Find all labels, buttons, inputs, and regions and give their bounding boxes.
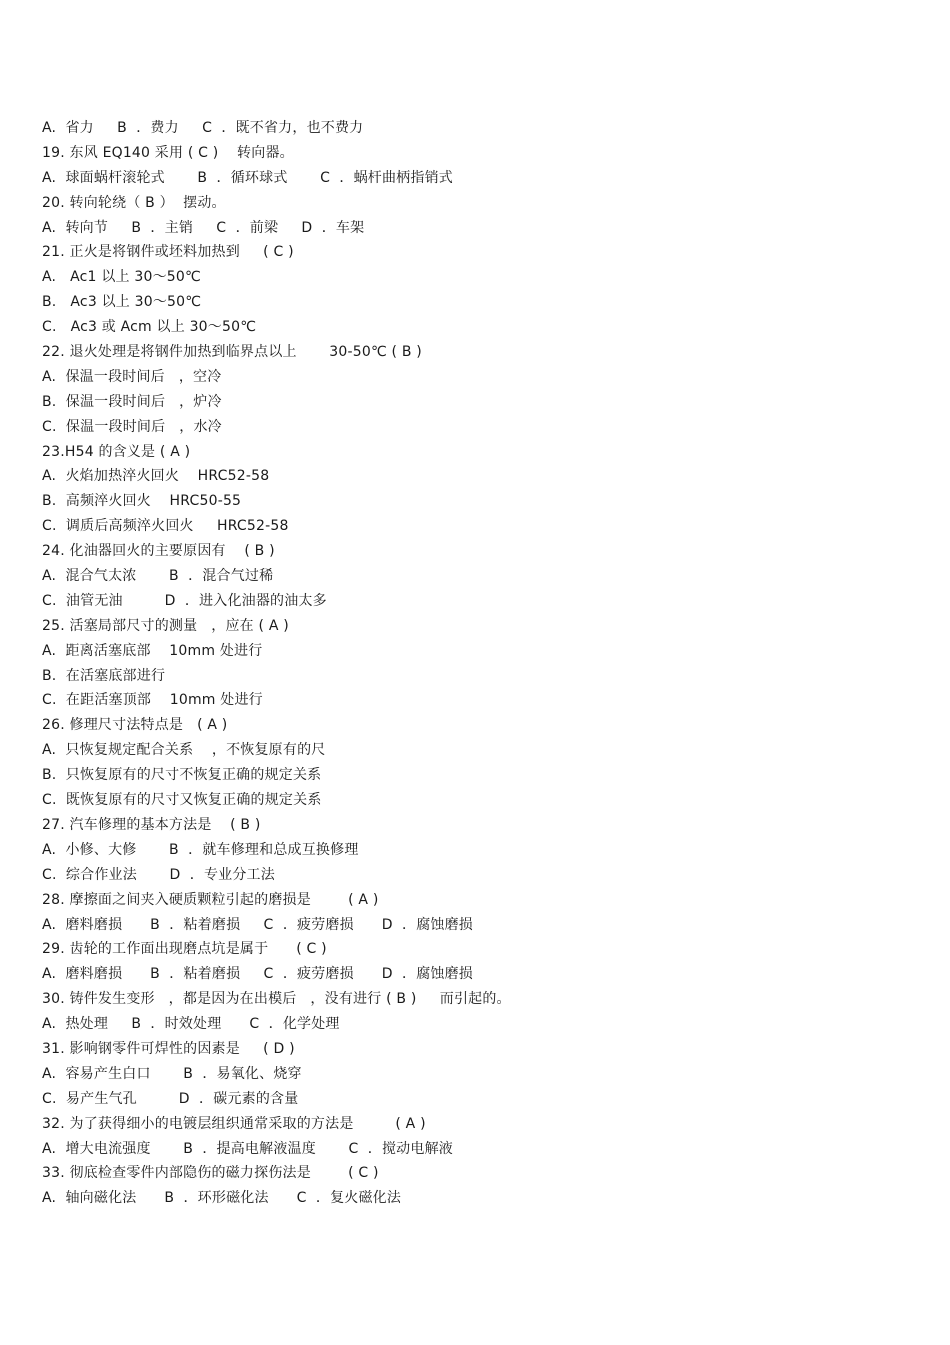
question-line: 22. 退火处理是将钢件加热到临界点以上 30-50℃ ( B )	[42, 344, 422, 361]
question-line: 33. 彻底检查零件内部隐伤的磁力探伤法是 ( C )	[42, 1165, 379, 1182]
option-line: A. 保温一段时间后 ，空冷	[42, 368, 222, 385]
option-line: A. 磨料磨损 B ．粘着磨损 C ．疲劳磨损 D ．腐蚀磨损	[42, 916, 473, 933]
option-line: B. Ac3 以上 30～50℃	[42, 294, 202, 311]
option-line: A. 增大电流强度 B ．提高电解液温度 C ．搅动电解液	[42, 1140, 453, 1157]
question-line: 25. 活塞局部尺寸的测量 ，应在 ( A )	[42, 617, 289, 634]
question-line: 32. 为了获得细小的电镀层组织通常采取的方法是 ( A )	[42, 1115, 426, 1132]
question-line: 21. 正火是将钢件或坯料加热到 ( C )	[42, 244, 294, 261]
question-line: 19. 东风 EQ140 采用 ( C ) 转向器。	[42, 144, 294, 161]
question-line: 27. 汽车修理的基本方法是 ( B )	[42, 816, 261, 833]
option-line: B. 高频淬火回火 HRC50-55	[42, 493, 242, 510]
option-line: A. 球面蜗杆滚轮式 B ．循环球式 C ．蜗杆曲柄指销式	[42, 169, 453, 186]
option-line: A. 容易产生白口 B ．易氧化、烧穿	[42, 1065, 302, 1082]
option-line: A. 只恢复规定配合关系 ，不恢复原有的尺	[42, 742, 326, 759]
question-line: 24. 化油器回火的主要原因有 ( B )	[42, 543, 275, 560]
option-line: A. 小修、大修 B ．就车修理和总成互换修理	[42, 841, 359, 858]
question-line: 28. 摩擦面之间夹入硬质颗粒引起的磨损是 ( A )	[42, 891, 379, 908]
option-line: A. 距离活塞底部 10mm 处进行	[42, 642, 263, 659]
option-line: C. Ac3 或 Acm 以上 30～50℃	[42, 319, 257, 336]
option-line: C. 在距活塞顶部 10mm 处进行	[42, 692, 263, 709]
option-line: B. 只恢复原有的尺寸不恢复正确的规定关系	[42, 767, 322, 784]
option-line: C. 综合作业法 D ．专业分工法	[42, 866, 275, 883]
question-line: 30. 铸件发生变形 ，都是因为在出模后 ，没有进行 ( B ) 而引起的。	[42, 991, 511, 1008]
option-line: C. 保温一段时间后 ，水冷	[42, 418, 222, 435]
option-line: A. 轴向磁化法 B ．环形磁化法 C ．复火磁化法	[42, 1190, 402, 1207]
option-line: A. 磨料磨损 B ．粘着磨损 C ．疲劳磨损 D ．腐蚀磨损	[42, 966, 473, 983]
question-line: 20. 转向轮绕（ B ） 摆动。	[42, 194, 226, 211]
option-line: B. 在活塞底部进行	[42, 667, 166, 684]
option-line: A. 火焰加热淬火回火 HRC52-58	[42, 468, 270, 485]
option-line: A. 转向节 B ．主销 C ．前梁 D ．车架	[42, 219, 365, 236]
question-line: 31. 影响钢零件可焊性的因素是 ( D )	[42, 1040, 295, 1057]
question-line: 23.H54 的含义是 ( A )	[42, 443, 191, 460]
option-line: A. 热处理 B ．时效处理 C ．化学处理	[42, 1016, 340, 1033]
option-line: A. 混合气太浓 B ．混合气过稀	[42, 568, 274, 585]
option-line: C. 既恢复原有的尺寸又恢复正确的规定关系	[42, 792, 322, 809]
option-line: C. 调质后高频淬火回火 HRC52-58	[42, 518, 289, 535]
question-line: 26. 修理尺寸法特点是 ( A )	[42, 717, 228, 734]
option-line: C. 易产生气孔 D ．碳元素的含量	[42, 1090, 299, 1107]
option-line: B. 保温一段时间后 ，炉冷	[42, 393, 222, 410]
question-line: 29. 齿轮的工作面出现磨点坑是属于 ( C )	[42, 941, 327, 958]
question-list	[42, 116, 922, 1211]
option-line: C. 油管无油 D ．进入化油器的油太多	[42, 592, 327, 609]
option-line: A. Ac1 以上 30～50℃	[42, 269, 201, 286]
option-line: A. 省力 B ．费力 C ．既不省力，也不费力	[42, 120, 364, 136]
